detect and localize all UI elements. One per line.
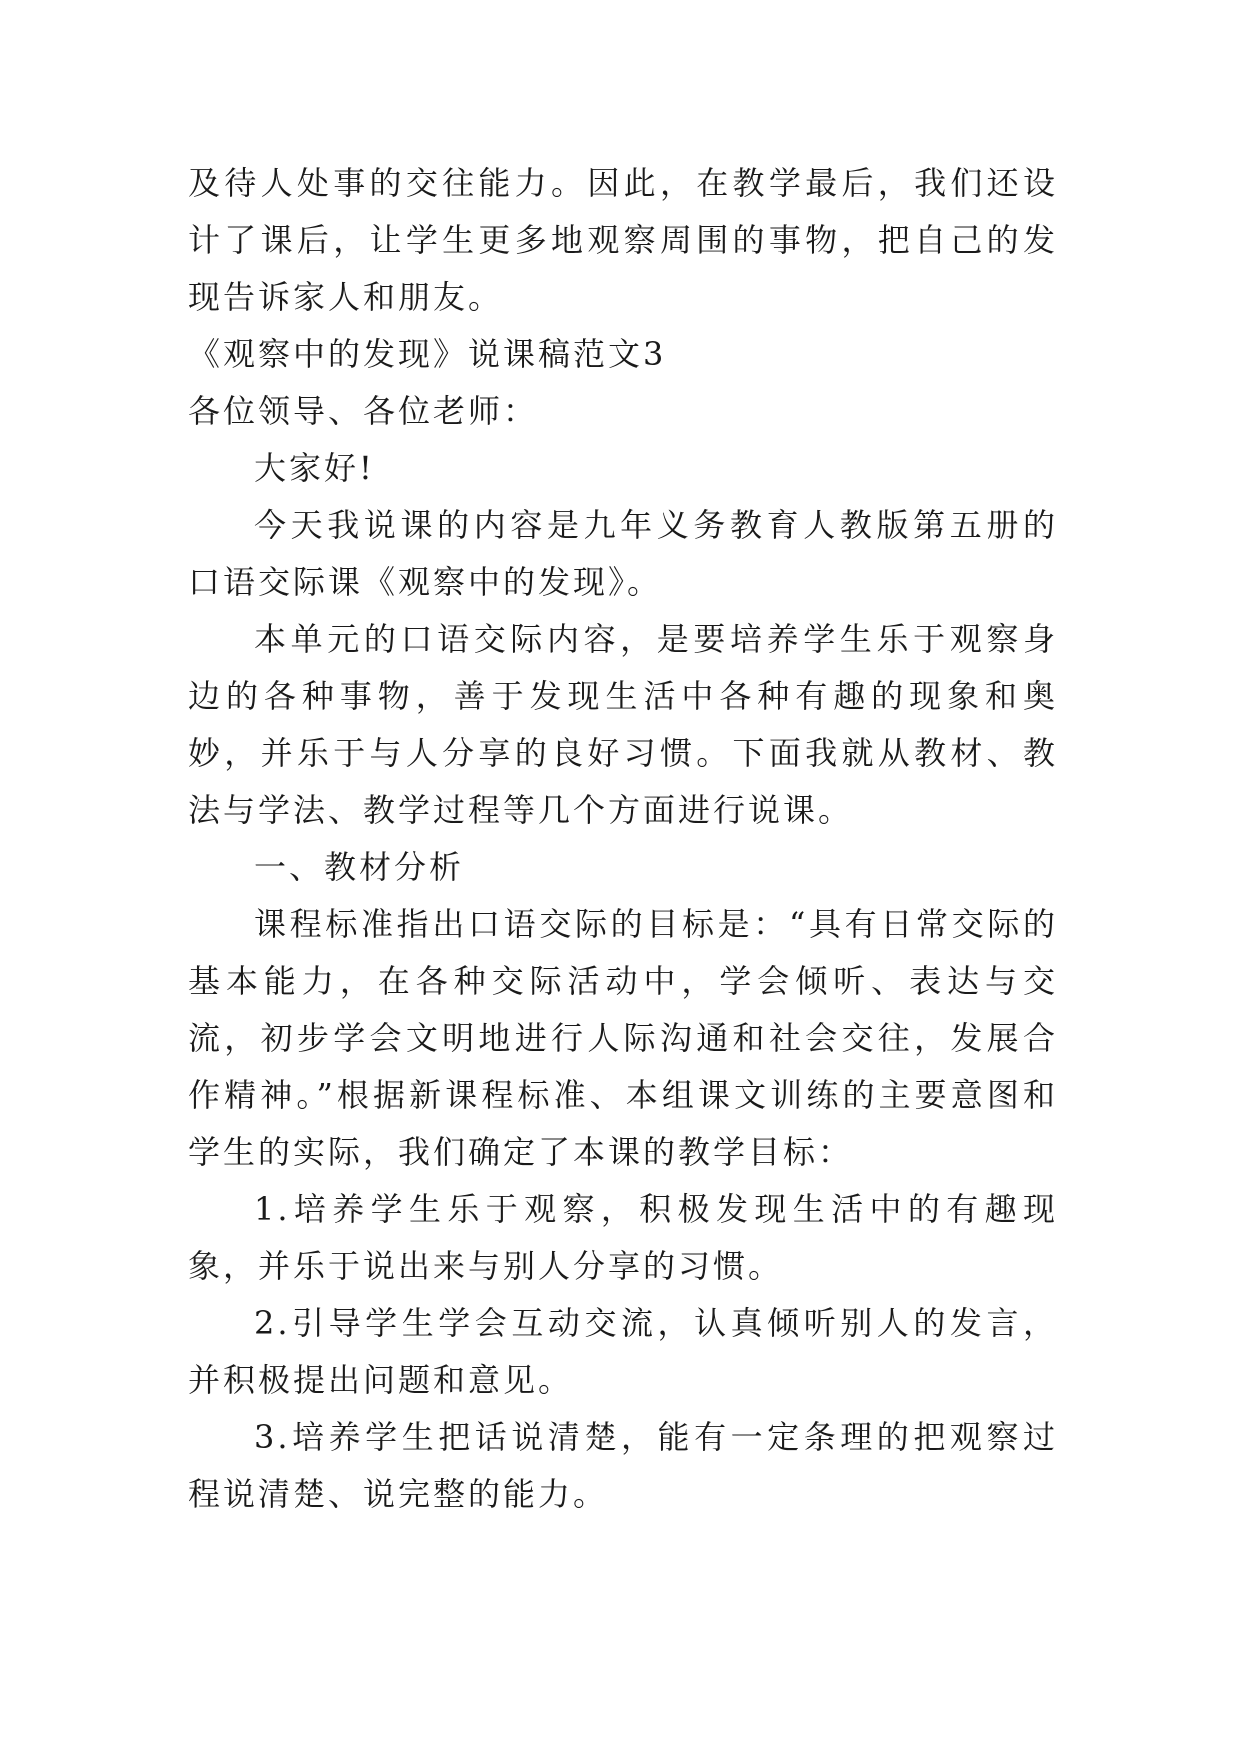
paragraph-unit-overview: 本单元的口语交际内容，是要培养学生乐于观察身边的各种事物，善于发现生活中各种有趣的现象和奥妙，并乐于与人分享的良好习惯。下面我就从教材、教法与学法、教学过程等几个方面进行说课。 [188, 620, 1058, 829]
document-body [188, 155, 1058, 1523]
salutation: 各位领导、各位老师： [188, 392, 539, 430]
section-title: 《观察中的发现》说课稿范文3 [188, 335, 667, 373]
heading-textbook-analysis: 一、教材分析 [254, 848, 465, 886]
objective-item-3: 3.培养学生把话说清楚，能有一定条理的把观察过程说清楚、说完整的能力。 [188, 1418, 1058, 1513]
paragraph-curriculum-standard: 课程标准指出口语交际的目标是：“具有日常交际的基本能力，在各种交际活动中，学会倾听、表达与交流，初步学会文明地进行人际沟通和社会交往，发展合作精神。”根据新课程标准、本组课文训练的主要意图和学生的实际，我们确定了本课的教学目标： [188, 905, 1058, 1171]
objective-item-2: 2.引导学生学会互动交流，认真倾听别人的发言，并积极提出问题和意见。 [188, 1304, 1058, 1399]
paragraph-continuation: 及待人处事的交往能力。因此，在教学最后，我们还设计了课后，让学生更多地观察周围的事物，把自己的发现告诉家人和朋友。 [188, 164, 1058, 316]
paragraph-intro: 今天我说课的内容是九年义务教育人教版第五册的口语交际课《观察中的发现》。 [188, 506, 1058, 601]
greeting: 大家好! [254, 449, 375, 487]
objective-item-1: 1.培养学生乐于观察，积极发现生活中的有趣现象，并乐于说出来与别人分享的习惯。 [188, 1190, 1058, 1285]
